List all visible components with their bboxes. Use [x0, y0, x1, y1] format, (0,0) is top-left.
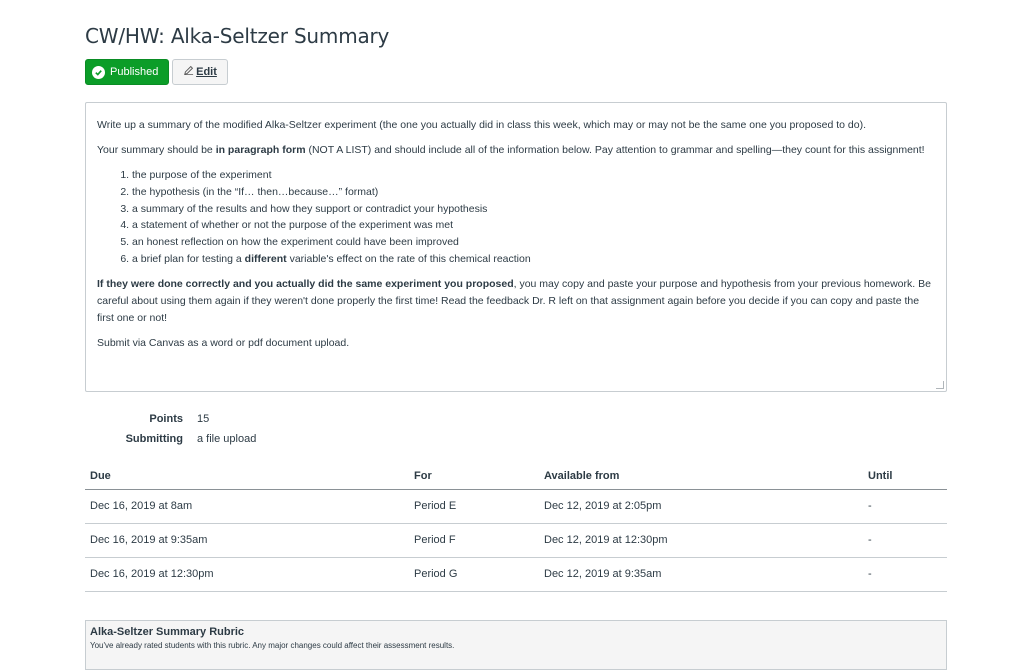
assignment-details [85, 409, 256, 449]
column-header: Until [863, 464, 947, 489]
submitting-row [85, 429, 256, 449]
table-row [85, 523, 947, 557]
form-text-pre: Your summary should be [97, 144, 216, 156]
available-cell: Dec 12, 2019 at 9:35am [539, 557, 863, 591]
submitting-label: Submitting [125, 433, 183, 445]
list-item: 2. the hypothesis (in the “If… then…because…” format) [132, 184, 935, 201]
table-row [85, 557, 947, 591]
until-cell: - [863, 523, 947, 557]
edit-button[interactable] [172, 59, 228, 85]
column-header: Available from [539, 464, 863, 489]
due-cell: Dec 16, 2019 at 12:30pm [85, 557, 409, 591]
requirements-list [97, 167, 935, 268]
page-title: CW/HW: Alka-Seltzer Summary [85, 24, 390, 48]
copy-text-rest: , you may copy and paste your purpose and hypothesis from your previous homework. Be careful about using them again if they weren't done properly the first time! Read the feedback Dr. R left on that assignment again before you decide if you can copy and paste the first one or not! [97, 277, 931, 324]
until-cell: - [863, 557, 947, 591]
points-row [85, 409, 256, 429]
column-header: Due [85, 464, 409, 489]
form-text-post: (NOT A LIST) and should include all of the information below. Pay attention to grammar and spelling—they count for this assignment! [305, 144, 925, 156]
rubric-subtitle: You've already rated students with this rubric. Any major changes could affect their assessment results. [90, 641, 455, 650]
until-cell: - [863, 489, 947, 523]
column-header: For [409, 464, 539, 489]
check-circle-icon [92, 66, 105, 79]
item6-bold: different [244, 252, 287, 265]
list-item: 3. a summary of the results and how they support or contradict your hypothesis [132, 201, 935, 218]
due-dates-table [85, 464, 947, 592]
description-copy-paragraph [97, 276, 935, 327]
available-cell: Dec 12, 2019 at 12:30pm [539, 523, 863, 557]
resize-handle[interactable] [936, 381, 944, 389]
description-submit: Submit via Canvas as a word or pdf document upload. [97, 336, 350, 349]
assignment-description [85, 102, 947, 392]
description-intro: Write up a summary of the modified Alka-Seltzer experiment (the one you actually did in class this week, which may or may not be the same one you proposed to do). [97, 119, 867, 131]
list-item [132, 251, 935, 268]
available-cell: Dec 12, 2019 at 2:05pm [539, 489, 863, 523]
item6-pre: a brief plan for testing a [132, 252, 245, 265]
copy-text-bold: If they were done correctly and you actually did the same experiment you proposed [97, 277, 514, 290]
pencil-icon [183, 65, 194, 79]
table-header-row [85, 464, 947, 489]
published-button[interactable] [85, 59, 169, 85]
description-form-paragraph [97, 142, 935, 159]
points-label: Points [149, 413, 183, 425]
edit-label: Edit [196, 66, 217, 78]
table-row [85, 489, 947, 523]
item6-post: variable's effect on the rate of this chemical reaction [286, 252, 531, 265]
due-cell: Dec 16, 2019 at 9:35am [85, 523, 409, 557]
published-label: Published [110, 66, 159, 78]
list-item: 1. the purpose of the experiment [132, 167, 935, 184]
points-value: 15 [197, 413, 210, 425]
for-cell: Period G [409, 557, 539, 591]
list-item: 4. a statement of whether or not the purpose of the experiment was met [132, 217, 935, 234]
for-cell: Period F [409, 523, 539, 557]
due-cell: Dec 16, 2019 at 8am [85, 489, 409, 523]
rubric-title: Alka-Seltzer Summary Rubric [90, 626, 245, 638]
for-cell: Period E [409, 489, 539, 523]
rubric-panel [85, 620, 947, 670]
list-item: 5. an honest reflection on how the experiment could have been improved [132, 234, 935, 251]
form-text-bold: in paragraph form [215, 144, 306, 156]
submitting-value: a file upload [197, 433, 257, 445]
